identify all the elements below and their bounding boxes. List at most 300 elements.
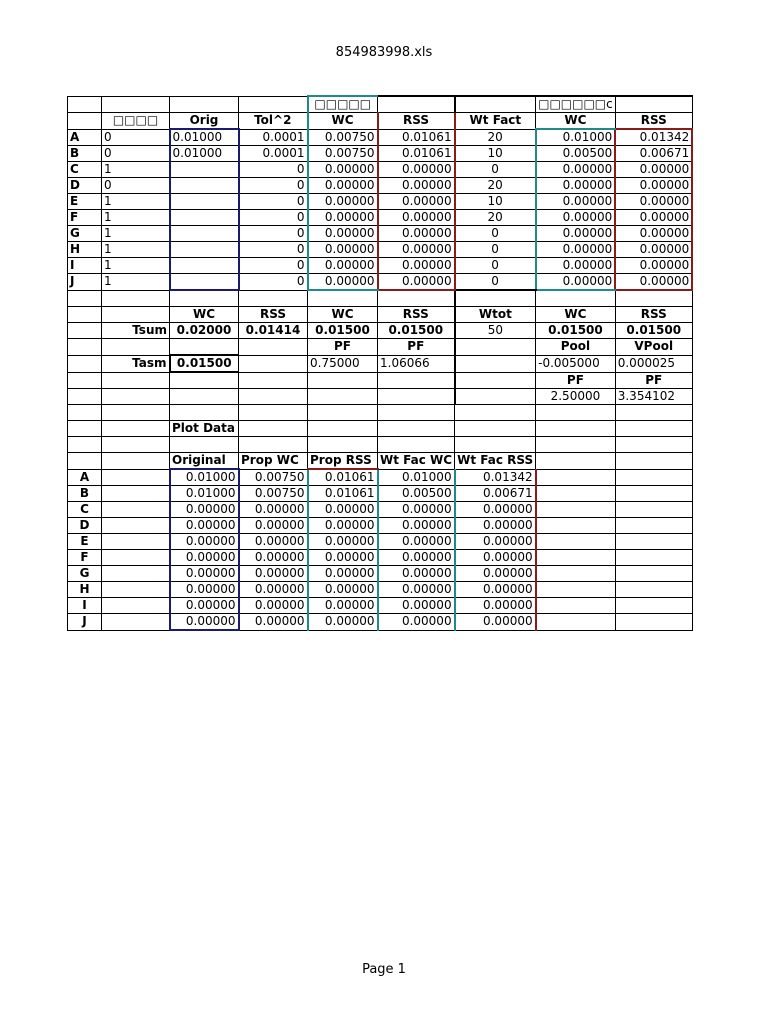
cell: [68, 421, 102, 437]
value-cell: [170, 178, 239, 194]
value-cell: 1: [102, 274, 170, 291]
value-cell: 0: [455, 226, 536, 242]
row-label: H: [68, 242, 102, 258]
row-label: F: [68, 210, 102, 226]
cell: [102, 421, 170, 437]
column-header-row: [68, 113, 693, 130]
cell: [102, 290, 170, 307]
cell: [308, 421, 378, 437]
spacer-row: [68, 437, 693, 453]
cell: [615, 421, 692, 437]
pf-label: PF: [308, 339, 378, 356]
cell: [536, 550, 616, 566]
plot-data-row: [68, 582, 693, 598]
pf-value-row-2: [68, 389, 693, 405]
value-cell: 0.01000: [170, 146, 239, 162]
cell: [615, 486, 692, 502]
plot-value: 0.00000: [308, 566, 378, 582]
data-row: [68, 146, 693, 162]
cell: [239, 355, 308, 372]
value-cell: 1: [102, 258, 170, 274]
plot-value: 0.00000: [378, 614, 455, 631]
cell: [102, 96, 170, 113]
plot-data-row: [68, 502, 693, 518]
plot-value: 0.00000: [455, 502, 536, 518]
cell: [615, 290, 692, 307]
cell: [378, 405, 455, 421]
value-cell: 0: [455, 258, 536, 274]
plot-data-row: [68, 566, 693, 582]
cell: [536, 566, 616, 582]
value-cell: 0: [239, 194, 308, 210]
row-label: D: [68, 518, 102, 534]
tasm-row: [68, 355, 693, 372]
cell: [536, 534, 616, 550]
value-cell: 10: [455, 194, 536, 210]
value-cell: 0: [239, 274, 308, 291]
cell: [68, 323, 102, 339]
plot-value: 0.00000: [308, 582, 378, 598]
value-cell: 0.00000: [378, 178, 455, 194]
value-cell: 0.00000: [615, 178, 692, 194]
value-cell: 0.00000: [378, 162, 455, 178]
value-cell: 0: [239, 258, 308, 274]
plot-value: 0.00000: [239, 550, 308, 566]
value-cell: [170, 242, 239, 258]
value-cell: 0.01061: [378, 146, 455, 162]
plot-data-row: [68, 518, 693, 534]
plot-value: 0.00000: [455, 566, 536, 582]
cell: [378, 372, 455, 389]
page-footer: Page 1: [362, 962, 406, 977]
column-header: □□□□: [102, 113, 170, 130]
cell: [615, 598, 692, 614]
value-cell: 0.00000: [536, 194, 616, 210]
row-label: F: [68, 550, 102, 566]
column-header: WC: [536, 113, 616, 130]
cell: [455, 421, 536, 437]
plot-value: 0.00000: [170, 534, 239, 550]
row-label: A: [68, 469, 102, 486]
value-cell: 0.00000: [308, 210, 378, 226]
row-label: J: [68, 274, 102, 291]
cell: [536, 598, 616, 614]
value-cell: [170, 162, 239, 178]
plot-value: 0.01061: [308, 469, 378, 486]
data-row: [68, 242, 693, 258]
plot-value: 0.00000: [239, 518, 308, 534]
cell: [102, 469, 170, 486]
plot-column-header: Wt Fac WC: [378, 453, 455, 470]
cell: [102, 339, 170, 356]
cell: [536, 405, 616, 421]
cell: [615, 582, 692, 598]
value-cell: 1: [102, 162, 170, 178]
row-label: B: [68, 146, 102, 162]
cell: [455, 339, 536, 356]
value-cell: [170, 194, 239, 210]
value-cell: 0: [102, 146, 170, 162]
row-label: H: [68, 582, 102, 598]
pf-value: 3.354102: [615, 389, 692, 405]
cell: [239, 96, 308, 113]
group-header-proportional: □□□□□: [308, 96, 378, 113]
tsum-label: Tsum: [102, 323, 170, 339]
cell: [615, 502, 692, 518]
value-cell: 0.00671: [615, 146, 692, 162]
cell: [308, 405, 378, 421]
plot-value: 0.00000: [378, 518, 455, 534]
cell: [378, 437, 455, 453]
cell: [68, 389, 102, 405]
value-cell: 0.01000: [170, 129, 239, 146]
cell: [378, 290, 455, 307]
pf-value: 2.50000: [536, 389, 616, 405]
value-cell: 0: [102, 178, 170, 194]
cell: [102, 534, 170, 550]
vpool-value: 0.000025: [615, 355, 692, 372]
cell: [68, 355, 102, 372]
cell: [308, 389, 378, 405]
tsum-value: 50: [455, 323, 536, 339]
value-cell: 0.00000: [308, 258, 378, 274]
cell: [102, 486, 170, 502]
plot-value: 0.00000: [455, 614, 536, 631]
cell: [378, 421, 455, 437]
cell: [536, 582, 616, 598]
cell: [170, 372, 239, 389]
value-cell: 0: [239, 210, 308, 226]
value-cell: 20: [455, 129, 536, 146]
cell: [239, 405, 308, 421]
data-row: [68, 129, 693, 146]
value-cell: 0.00000: [615, 274, 692, 291]
plot-value: 0.00000: [170, 582, 239, 598]
data-row: [68, 162, 693, 178]
value-cell: 0: [239, 226, 308, 242]
pf-label: PF: [536, 372, 616, 389]
value-cell: 0: [239, 242, 308, 258]
value-cell: 0.00000: [378, 194, 455, 210]
summary-header-row: [68, 307, 693, 323]
plot-value: 0.00000: [455, 598, 536, 614]
value-cell: 0.0001: [239, 129, 308, 146]
cell: [455, 437, 536, 453]
cell: [68, 339, 102, 356]
cell: [102, 437, 170, 453]
cell: [239, 339, 308, 356]
row-label: I: [68, 258, 102, 274]
plot-value: 0.00000: [308, 534, 378, 550]
value-cell: 1: [102, 210, 170, 226]
cell: [615, 566, 692, 582]
value-cell: 0.00000: [536, 210, 616, 226]
value-cell: [170, 274, 239, 291]
value-cell: 0.01000: [536, 129, 616, 146]
cell: [308, 372, 378, 389]
plot-value: 0.01000: [170, 486, 239, 502]
value-cell: 0.00000: [536, 178, 616, 194]
tsum-value: 0.01500: [615, 323, 692, 339]
value-cell: 0.00000: [615, 258, 692, 274]
pf-header-row: [68, 339, 693, 356]
column-header: Orig: [170, 113, 239, 130]
plot-value: 0.00000: [308, 502, 378, 518]
cell: [102, 389, 170, 405]
value-cell: 0.00500: [536, 146, 616, 162]
cell: [102, 550, 170, 566]
plot-value: 0.00000: [378, 582, 455, 598]
cell: [536, 486, 616, 502]
tasm-label: Tasm: [102, 355, 170, 372]
data-row: [68, 178, 693, 194]
plot-value: 0.01000: [170, 469, 239, 486]
value-cell: 0: [239, 178, 308, 194]
plot-column-header: Prop WC: [239, 453, 308, 470]
cell: [102, 518, 170, 534]
data-row: [68, 210, 693, 226]
cell: [102, 598, 170, 614]
cell: [455, 290, 536, 307]
value-cell: 0.00000: [378, 274, 455, 291]
value-cell: 0.00000: [536, 258, 616, 274]
cell: [170, 96, 239, 113]
value-cell: 0.00000: [536, 274, 616, 291]
row-label: C: [68, 502, 102, 518]
row-label: E: [68, 534, 102, 550]
value-cell: 0.00000: [536, 242, 616, 258]
plot-value: 0.00000: [308, 614, 378, 631]
row-label: E: [68, 194, 102, 210]
cell: [68, 290, 102, 307]
column-header: Tol^2: [239, 113, 308, 130]
plot-value: 0.00000: [239, 598, 308, 614]
cell: [615, 534, 692, 550]
value-cell: [170, 210, 239, 226]
row-label: B: [68, 486, 102, 502]
plot-value: 0.00000: [308, 598, 378, 614]
plot-data-row: [68, 469, 693, 486]
cell: [455, 355, 536, 372]
cell: [536, 614, 616, 631]
cell: [455, 372, 536, 389]
row-label: G: [68, 566, 102, 582]
plot-column-header: Prop RSS: [308, 453, 378, 470]
value-cell: 0.00000: [615, 162, 692, 178]
cell: [68, 453, 102, 470]
group-header-weighted: □□□□□□c: [536, 96, 616, 113]
summary-header: RSS: [615, 307, 692, 323]
cell: [615, 614, 692, 631]
value-cell: 0.00000: [378, 226, 455, 242]
value-cell: 0: [102, 129, 170, 146]
cell: [102, 453, 170, 470]
plot-data-row: [68, 550, 693, 566]
plot-column-header: Original: [170, 453, 239, 470]
cell: [308, 437, 378, 453]
tsum-value: 0.01500: [308, 323, 378, 339]
plot-data-row: [68, 534, 693, 550]
plot-value: 0.00000: [378, 534, 455, 550]
cell: [615, 550, 692, 566]
plot-value: 0.01061: [308, 486, 378, 502]
value-cell: [170, 226, 239, 242]
cell: [615, 437, 692, 453]
cell: [536, 502, 616, 518]
tsum-value: 0.02000: [170, 323, 239, 339]
cell: [615, 96, 692, 113]
plot-value: 0.00000: [170, 550, 239, 566]
plot-value: 0.01342: [455, 469, 536, 486]
cell: [455, 405, 536, 421]
value-cell: 0.00000: [308, 162, 378, 178]
cell: [239, 421, 308, 437]
row-label: I: [68, 598, 102, 614]
plot-data-row: [68, 486, 693, 502]
plot-value: 0.01000: [378, 469, 455, 486]
plot-value: 0.00000: [170, 614, 239, 631]
row-label: D: [68, 178, 102, 194]
cell: [170, 290, 239, 307]
value-cell: 0.00000: [615, 226, 692, 242]
vpool-label: VPool: [615, 339, 692, 356]
column-header: RSS: [378, 113, 455, 130]
row-label: A: [68, 129, 102, 146]
cell: [536, 453, 616, 470]
plot-value: 0.00000: [308, 550, 378, 566]
summary-header: WC: [536, 307, 616, 323]
pf-header-row-2: [68, 372, 693, 389]
cell: [102, 502, 170, 518]
row-label: C: [68, 162, 102, 178]
plot-value: 0.00000: [239, 534, 308, 550]
cell: [615, 469, 692, 486]
plot-value: 0.00000: [455, 534, 536, 550]
cell: [102, 405, 170, 421]
cell: [308, 290, 378, 307]
plot-value: 0.00000: [170, 598, 239, 614]
value-cell: 0.0001: [239, 146, 308, 162]
cell: [455, 389, 536, 405]
data-row: [68, 274, 693, 291]
value-cell: 1: [102, 226, 170, 242]
plot-value: 0.00000: [378, 566, 455, 582]
plot-value: 0.00750: [239, 486, 308, 502]
plot-value: 0.00000: [170, 502, 239, 518]
cell: [536, 469, 616, 486]
cell: [239, 372, 308, 389]
value-cell: 0.00750: [308, 129, 378, 146]
tasm-value: 0.01500: [170, 355, 239, 372]
value-cell: 10: [455, 146, 536, 162]
cell: [170, 339, 239, 356]
summary-header: RSS: [239, 307, 308, 323]
row-label: G: [68, 226, 102, 242]
value-cell: 0.00000: [615, 242, 692, 258]
plot-value: 0.00000: [239, 566, 308, 582]
plot-value: 0.00000: [455, 518, 536, 534]
plot-title-row: [68, 421, 693, 437]
value-cell: 1: [102, 242, 170, 258]
cell: [378, 389, 455, 405]
pf-value: 1.06066: [378, 355, 455, 372]
value-cell: 0.00000: [615, 194, 692, 210]
tsum-value: 0.01414: [239, 323, 308, 339]
cell: [68, 96, 102, 113]
value-cell: 0.01061: [378, 129, 455, 146]
pf-value: 0.75000: [308, 355, 378, 372]
cell: [378, 96, 455, 113]
cell: [536, 290, 616, 307]
cell: [170, 389, 239, 405]
value-cell: 0.00750: [308, 146, 378, 162]
value-cell: 0.00000: [308, 194, 378, 210]
cell: [102, 614, 170, 631]
plot-data-row: [68, 614, 693, 631]
value-cell: 0: [455, 242, 536, 258]
cell: [68, 437, 102, 453]
cell: [239, 437, 308, 453]
cell: [102, 566, 170, 582]
summary-header: RSS: [378, 307, 455, 323]
spacer-row: [68, 405, 693, 421]
column-header: [68, 113, 102, 130]
plot-value: 0.00000: [308, 518, 378, 534]
cell: [239, 290, 308, 307]
cell: [615, 518, 692, 534]
pool-value: -0.005000: [536, 355, 616, 372]
cell: [102, 372, 170, 389]
tsum-value: 0.01500: [378, 323, 455, 339]
value-cell: 0.00000: [308, 242, 378, 258]
value-cell: 0.00000: [536, 226, 616, 242]
pf-label: PF: [615, 372, 692, 389]
cell: [170, 437, 239, 453]
value-cell: 0: [239, 162, 308, 178]
tsum-row: [68, 323, 693, 339]
summary-header: WC: [170, 307, 239, 323]
data-row: [68, 226, 693, 242]
value-cell: 20: [455, 210, 536, 226]
data-row: [68, 258, 693, 274]
column-header: Wt Fact: [455, 113, 536, 130]
data-row: [68, 194, 693, 210]
plot-value: 0.00000: [378, 550, 455, 566]
value-cell: 1: [102, 194, 170, 210]
plot-value: 0.00000: [455, 582, 536, 598]
cell: [68, 405, 102, 421]
plot-value: 0.00000: [239, 614, 308, 631]
column-header: WC: [308, 113, 378, 130]
plot-value: 0.00750: [239, 469, 308, 486]
cell: [536, 518, 616, 534]
value-cell: 0.00000: [378, 210, 455, 226]
pf-label: PF: [378, 339, 455, 356]
value-cell: 0.00000: [308, 178, 378, 194]
plot-data-title: Plot Data: [170, 421, 239, 437]
value-cell: 0.00000: [378, 258, 455, 274]
cell: [239, 389, 308, 405]
value-cell: 0.00000: [378, 242, 455, 258]
value-cell: 0.00000: [308, 226, 378, 242]
cell: [68, 307, 102, 323]
cell: [615, 453, 692, 470]
plot-value: 0.00000: [239, 582, 308, 598]
value-cell: 0: [455, 162, 536, 178]
cell: [536, 437, 616, 453]
cell: [102, 582, 170, 598]
cell: [68, 372, 102, 389]
